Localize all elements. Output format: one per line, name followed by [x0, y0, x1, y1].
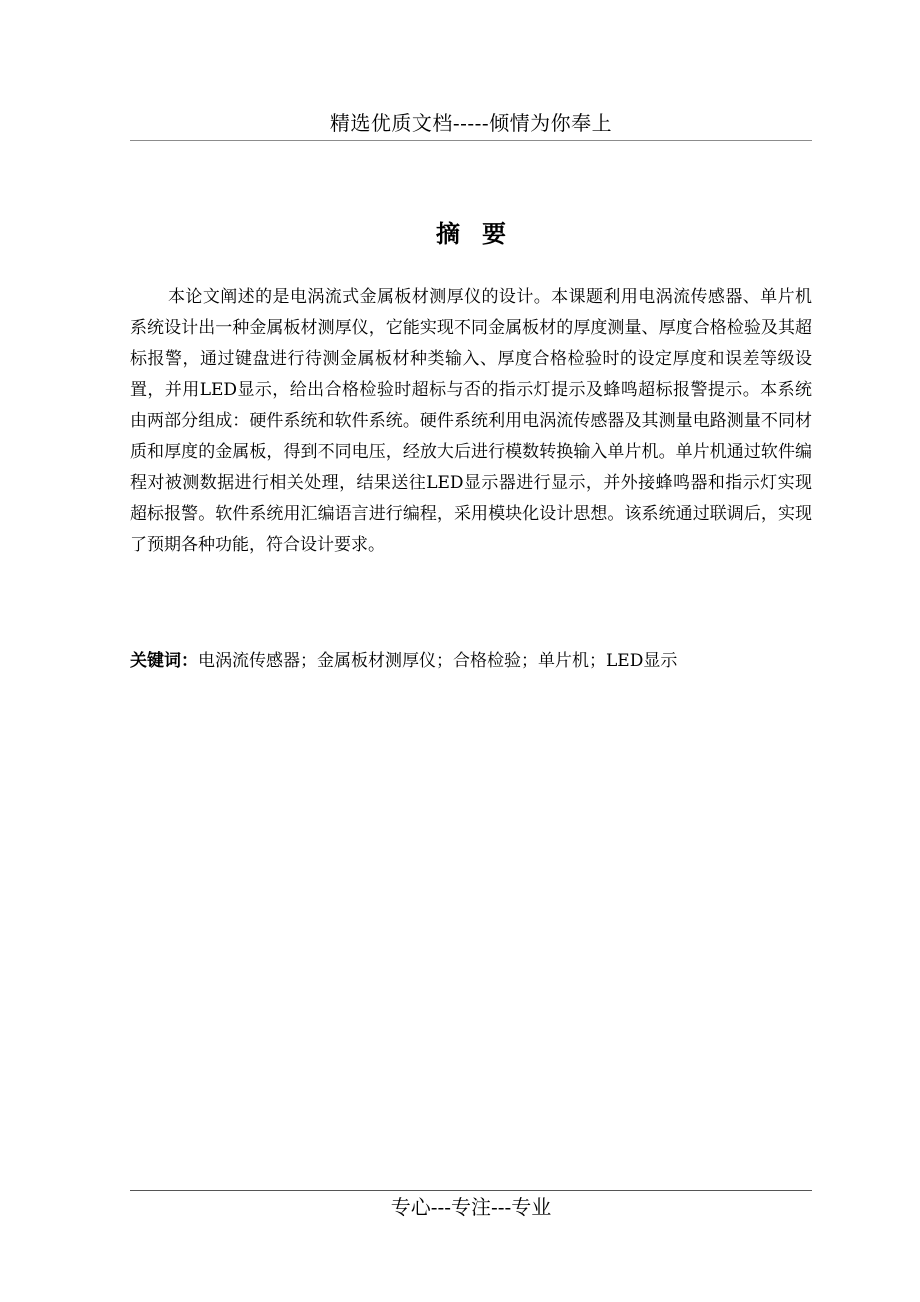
- page-footer: 专心---专注---专业: [390, 1195, 552, 1219]
- header-divider: [130, 140, 812, 141]
- keywords-text: 电涡流传感器；金属板材测厚仪；合格检验；单片机；LED显示: [198, 651, 678, 671]
- page-header: 精选优质文档-----倾情为你奉上: [329, 111, 613, 135]
- abstract-body: 本论文阐述的是电涡流式金属板材测厚仪的设计。本课题利用电涡流传感器、单片机系统设计出一种金属板材测厚仪，它能实现不同金属板材的厚度测量、厚度合格检验及其超标报警，通过键盘进行待测金属板材种类输入、厚度合格检验时的设定厚度和误差等级设置，并用LED显示，给出合格检验时超标与否的指示灯提示及蜂鸣超标报警提示。本系统由两部分组成：硬件系统和软件系统。硬件系统利用电涡流传感器及其测量电路测量不同材质和厚度的金属板，得到不同电压，经放大后进行模数转换输入单片机。单片机通过软件编程对被测数据进行相关处理，结果送往LED显示器进行显示，并外接蜂鸣器和指示灯实现超标报警。软件系统用汇编语言进行编程，采用模块化设计思想。该系统通过联调后，实现了预期各种功能，符合设计要求。: [130, 287, 812, 555]
- footer-divider: [130, 1190, 812, 1191]
- keywords-label: 关键词：: [130, 651, 198, 671]
- abstract-title: 摘要: [436, 219, 528, 248]
- keywords-line: [130, 646, 812, 676]
